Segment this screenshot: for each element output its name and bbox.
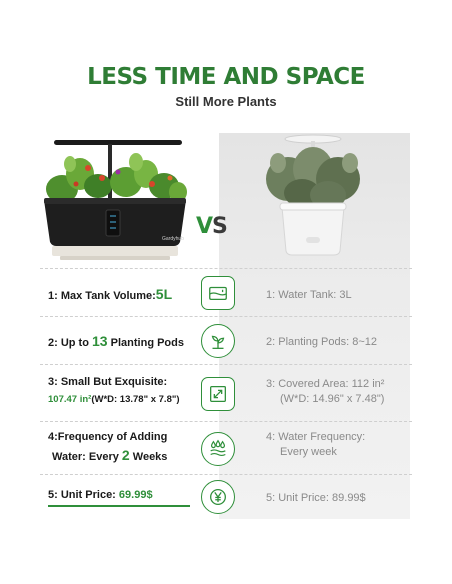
row-divider [40,364,412,365]
spec-row-pods-right: 2: Planting Pods: 8~12 [266,336,377,348]
spec-row-area-left-line2 [48,393,180,405]
spec-row-frequency-left-line1: 4:Frequency of Adding [48,431,168,443]
versus-label [196,214,227,239]
smart-garden-product-image [40,134,190,264]
pods-label-suffix: Planting Pods [110,337,184,349]
spec-row-pods-left [48,333,184,349]
pods-label-prefix: 2: Up to [48,337,89,349]
area-value: 107.47 in² [48,394,92,405]
area-resize-icon [201,377,235,411]
tank-label: 1: Max Tank Volume: [48,290,156,302]
price-label: 5: Unit Price: [48,489,116,501]
spec-row-frequency-right-line2: Every week [280,446,337,458]
row-divider [40,268,412,269]
spec-row-price-right: 5: Unit Price: 89.99$ [266,492,366,504]
page-title: LESS TIME AND SPACE [87,64,365,90]
tank-value: 5L [155,286,173,302]
row-divider [40,316,412,317]
frequency-unit: Weeks [132,451,168,463]
yen-coin-icon [201,480,235,514]
spec-row-price-left [48,489,153,501]
price-underline [48,505,190,507]
price-value: 69.99$ [118,489,153,501]
water-drops-icon [201,432,235,466]
brand-label: Gardyhub [162,236,184,242]
pods-value: 13 [92,333,108,349]
spec-row-frequency-left-line2 [52,447,167,463]
versus-v: V [196,214,213,239]
spec-row-tank-right: 1: Water Tank: 3L [266,289,352,301]
water-tank-icon [201,276,235,310]
row-divider [40,421,412,422]
spec-row-area-right-line2: (W*D: 14.96" x 7.48") [280,393,385,405]
spec-row-area-right-line1: 3: Covered Area: 112 in² [266,378,385,390]
row-divider [40,474,412,475]
area-dimensions: (W*D: 13.78" x 7.8") [91,394,180,405]
spec-row-area-left-line1: 3: Small But Exquisite: [48,376,168,388]
spec-row-frequency-right-line1: 4: Water Frequency: [266,431,366,443]
competitor-product-image [258,133,368,263]
frequency-label: Water: Every [52,451,119,463]
frequency-value: 2 [121,447,130,463]
page-subtitle: Still More Plants [175,94,277,109]
versus-s: S [212,214,227,239]
spec-row-tank-left [48,286,172,302]
seedling-icon [201,324,235,358]
